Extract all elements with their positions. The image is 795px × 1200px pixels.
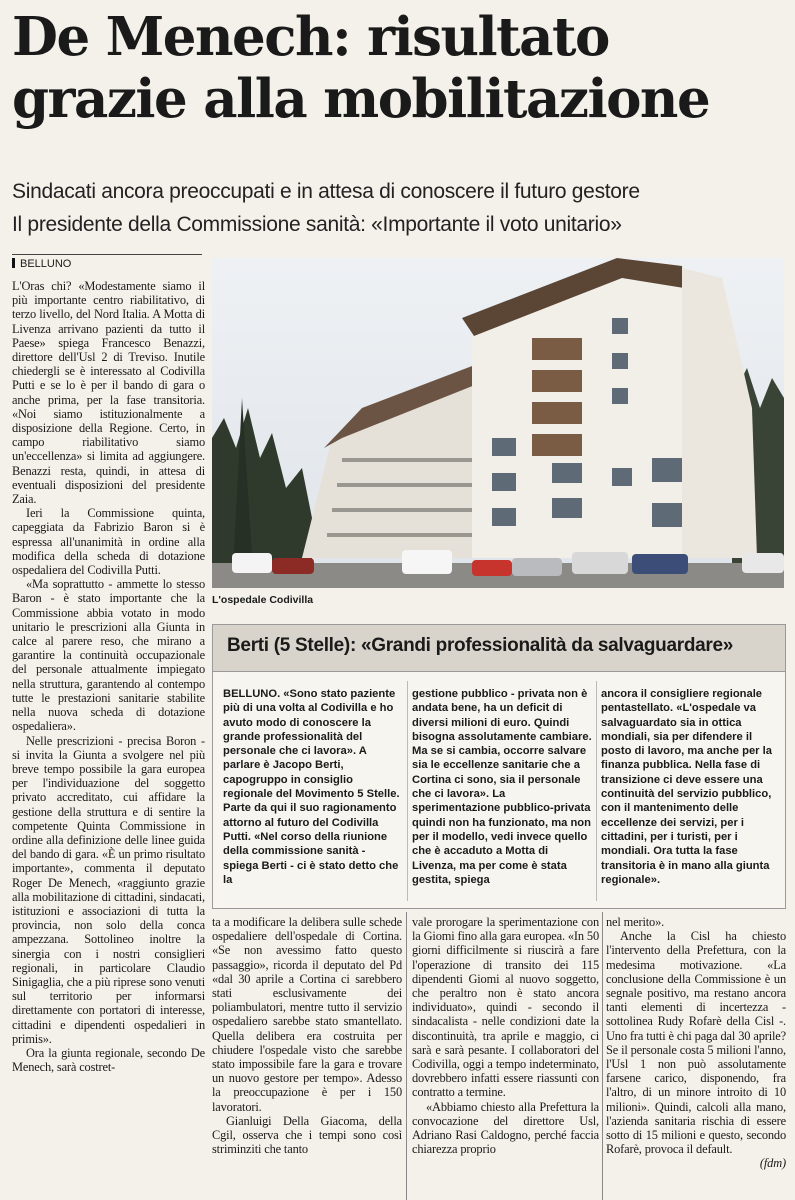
photo-caption: L'ospedale Codivilla — [212, 594, 314, 606]
paragraph: «Ma soprattutto - ammette lo stesso Baron - è stato importante che la Commissione abbia votato in modo unitario le prescrizioni alla Giunta in calce al parere reso, che mirano a garantire la continuità occupazionale del personale attualmente impiegato nella struttura, garantendo al contempo tutte le prestazioni sanitarie stabilite nella nuova scheda di dotazione ospedaliera». — [12, 577, 205, 734]
subheadline-2: Il presidente della Commissione sanità: «Importante il voto unitario» — [12, 213, 622, 236]
sidebar-box-title: Berti (5 Stelle): «Grandi professionalità da salvaguardare» — [227, 635, 734, 656]
sidebar-box — [212, 624, 786, 909]
hospital-building-illustration — [212, 258, 784, 588]
paragraph: vale prorogare la sperimentazione con la Giomi fino alla gara europea. «In 50 giorni difficilmente si riuscirà a fare l'operazione di transito dei 115 dipendenti Giomi al nuovo soggetto, che peraltro non è stato ancora individuato», quindi - secondo il sindacalista - nelle condizioni date la discontinuità, tra aprile e maggio, ci sarà e sarà pesante. I collaboratori del Codivilla, oggi a tempo indeterminato, dovrebbero infatti essere riassunti con contratto a termine. — [412, 915, 599, 1100]
paragraph: «Abbiamo chiesto alla Prefettura la convocazione del direttore Usl, Adriano Rasi Caldogno, perché faccia chiarezza proprio — [412, 1099, 599, 1157]
subheadline-1: Sindacati ancora preoccupati e in attesa di conoscere il futuro gestore — [12, 180, 640, 203]
article-column-1 — [12, 279, 205, 1074]
headline-line-1: De Menech: risultato — [12, 6, 609, 68]
paragraph: Ora la giunta regionale, secondo De Menech, sarà costret- — [12, 1045, 205, 1075]
paragraph: Gianluigi Della Giacoma, della Cgil, osserva che i tempi sono così striminziti che tanto — [212, 1113, 402, 1157]
author-signature: (fdm) — [759, 1156, 786, 1171]
sidebar-box-header — [213, 625, 785, 672]
sidebar-column-1: BELLUNO. «Sono stato paziente più di una volta al Codivilla e ho avuto modo di conoscere la grande professionalità del personale che ci lavora». A parlare è Jacopo Berti, capogruppo in consiglio regionale del Movimento 5 Stelle. Parte da qui il suo ragionamento attorno al futuro del Codivilla Putti. «Nel corso della riunione della commissione sanità - spiega Berti - ci è stato detto che la — [223, 688, 400, 886]
section-dateline — [12, 254, 202, 270]
column-divider — [596, 681, 597, 901]
article-column-4 — [606, 915, 786, 1171]
headline — [12, 6, 787, 130]
headline-line-2: grazie alla mobilitazione — [12, 68, 710, 130]
sidebar-column-3: ancora il consigliere regionale pentastellato. «L'ospedale va salvaguardato sia in ottica mondiali, sia per difendere il posto di lavoro, ma anche per la finanza pubblica. Nella fase di transizione ci deve essere una continuità del servizio pubblico, con il mantenimento delle eccellenze dei servizi, per i cittadini, per i turisti, per i mondiali. Ora tutta la fase transitoria è in mano alla giunta regionale». — [601, 688, 772, 886]
dateline-marker-icon — [12, 258, 15, 268]
article-column-2 — [212, 915, 402, 1156]
column-divider — [406, 912, 407, 1200]
sidebar-column-2: gestione pubblico - privata non è andata bene, ha un deficit di diversi milioni di euro. Quindi bisogna assolutamente cambiare. Ma se si cambia, occorre salvare sia le eccellenze sanitarie che a Cortina ci sono, sia il personale che ci lavora». La sperimentazione pubblico-privata quindi non ha funzionato, ma non per il modello, vedi invece quello che è accaduto a Motta di Livenza, ma per come è stata gestita, spiega — [412, 688, 592, 886]
paragraph: nel merito». — [606, 915, 665, 929]
paragraph: Anche la Cisl ha chiesto l'intervento della Prefettura, con la medesima motivazione. «La conclusione della Commissione è un segnale positivo, ma restano ancora tanti elementi di incertezza - sottolinea Rudy Rofarè della Cisl -. Uno fra tutti è chi paga dal 30 aprile? Se il personale costa 5 milioni l'anno, l'Usl 1 non può assolutamente farsene carico, disponendo, fra l'altro, di un minore introito di 10 milioni». Quindi, calcoli alla mano, l'azienda sanitaria rischia di essere sotto di 15 milioni e questo, secondo Rofarè, provoca il default. — [606, 929, 786, 1157]
column-divider — [602, 912, 603, 1200]
paragraph: ta a modificare la delibera sulle schede ospedaliere dell'ospedale di Cortina. «Se non avessimo fatto questo passaggio», ricorda il deputato del Pd «dal 30 aprile a Cortina ci sarebbero stati esclusivamente dei poliambulatori, mentre tutto il servizio ospedaliero sarebbe stato smantellato. Quella delibera era costruita per chiudere l'ospedale visto che sarebbe stato impossibile fare la gara e trovare un nuovo gestore per tempo». Adesso la preoccupazione è per i 150 lavoratori. — [212, 915, 402, 1114]
paragraph: Nelle prescrizioni - precisa Boron - si invita la Giunta a svolgere nel più breve tempo possibile la gara europea per l'individuazione del soggetto privato accreditato, cui affidare la gestione della struttura e di sentire la competente Quinta Commissione in ordine alla definizione delle linee guida del bando di gara. «È un primo risultato importante», commenta il deputato Roger De Menech, «raggiunto grazie alla mobilitazione di cittadini, sindacati, istituzioni e associazioni di tutta la provincia, non solo della conca ampezzana. Sottolineo inoltre la sinergia con i nostri consiglieri regionali, in particolare Claudio Sinigaglia, che a più riprese sono venuti sul territorio per informarsi direttamente con portatori di interesse, cittadini e dipendenti ospedalieri in primis». — [12, 733, 205, 1046]
column-divider — [407, 681, 408, 901]
hospital-photo — [212, 258, 784, 588]
article-column-3 — [412, 915, 599, 1156]
paragraph: Ieri la Commissione quinta, capeggiata da Fabrizio Baron si è espressa all'unanimità in ordine alla modifica della scheda di dotazione ospedaliera del Codivilla Putti. — [12, 506, 205, 578]
paragraph: L'Oras chi? «Modestamente siamo il più importante centro riabilitativo, di terzo livello, del Nord Italia. A Motta di Livenza arrivano pazienti da tutto il Paese» spiega Francesco Benazzi, direttore dell'Usl 2 di Treviso. Inutile chiedergli se è interessato al Codivilla Putti e se lo è per il bando di gara o anche prima, per la fase transitoria. «Noi siamo istituzionalmente a disposizione della Regione. Certo, in campo riabilitativo siamo un'eccellenza» si limita ad aggiungere. Benazzi resta, quindi, in attesa di eventuali disposizioni del presidente Zaia. — [12, 279, 205, 507]
dateline-text: BELLUNO — [20, 258, 72, 270]
